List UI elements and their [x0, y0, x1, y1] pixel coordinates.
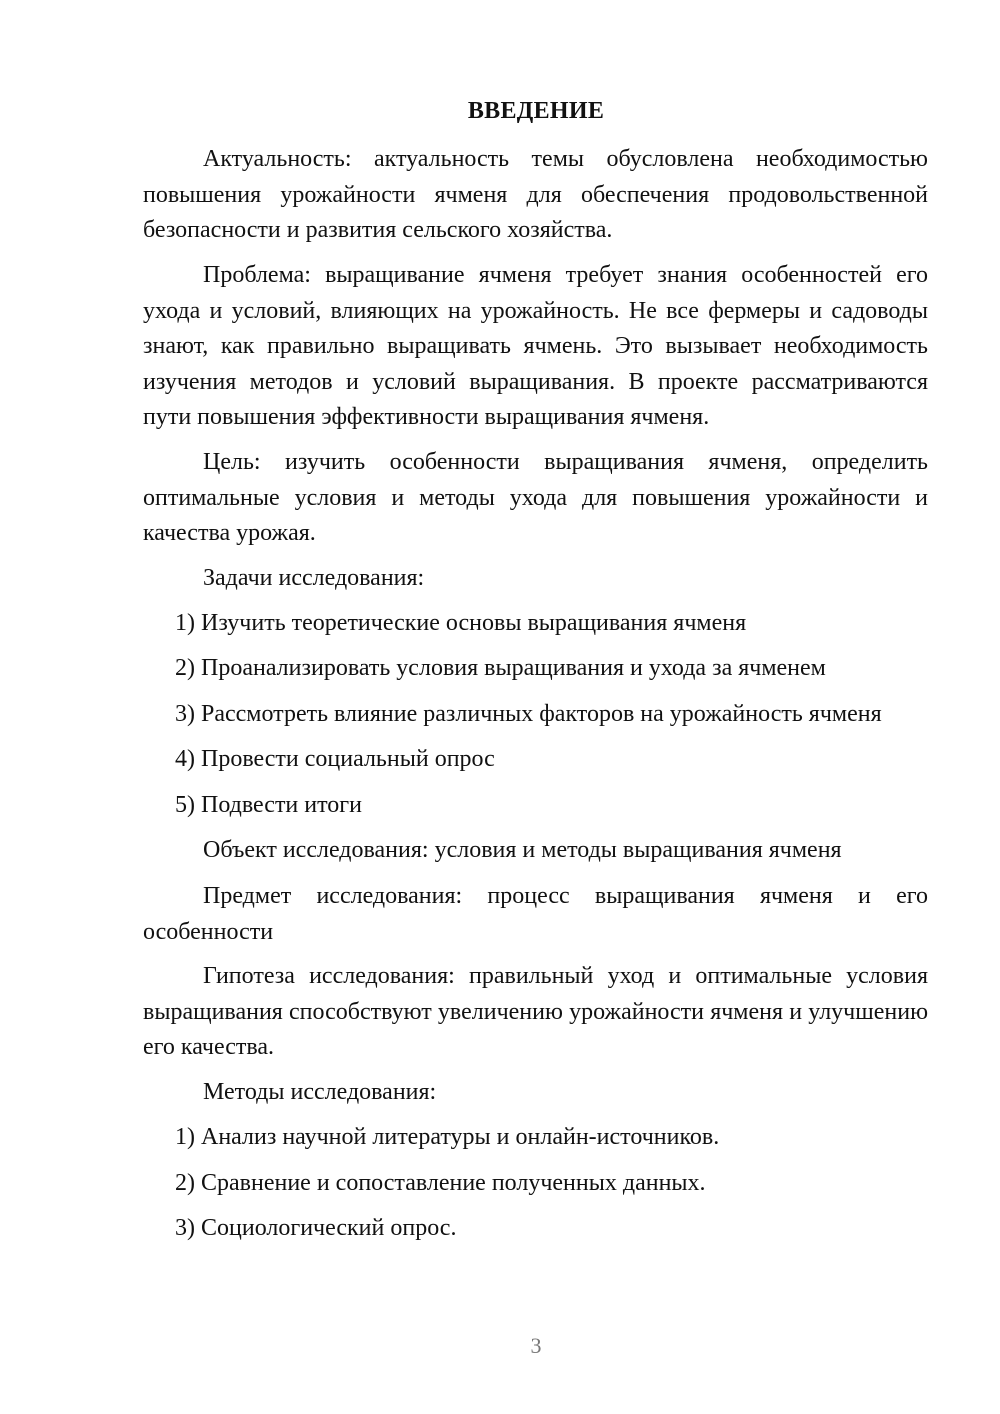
list-item: 3) Рассмотреть влияние различных факторов на урожайность ячменя: [175, 701, 882, 727]
list-item: 5) Подвести итоги: [175, 792, 362, 818]
list-item: 2) Сравнение и сопоставление полученных данных.: [175, 1170, 706, 1196]
tasks-heading-block: [143, 561, 928, 597]
hypothesis-text: Гипотеза исследования: правильный уход и оптимальные условия выращивания способствуют увеличению урожайности ячменя и улучшению его качества.: [143, 963, 928, 1060]
subject-paragraph: [143, 879, 928, 950]
list-item: 4) Провести социальный опрос: [175, 746, 495, 772]
list-item: 2) Проанализировать условия выращивания и ухода за ячменем: [175, 655, 826, 681]
object-paragraph: [143, 833, 928, 869]
tasks-heading: Задачи исследования:: [203, 565, 425, 591]
subject-text: Предмет исследования: процесс выращивания ячменя и его особенности: [143, 883, 928, 945]
problem-text: Проблема: выращивание ячменя требует знания особенностей его ухода и условий, влияющих на урожайность. Не все фермеры и садоводы знают, как правильно выращивать ячмень. Это вызывает необходимость изучения методов и условий выращивания. В проекте рассматриваются пути повышения эффективности выращивания ячменя.: [143, 262, 928, 430]
goal-text: Цель: изучить особенности выращивания ячменя, определить оптимальные условия и методы ухода для повышения урожайности и качества урожая.: [143, 449, 928, 546]
goal-paragraph: [143, 445, 928, 552]
page-title: ВВЕДЕНИЕ: [467, 98, 605, 124]
list-item: 3) Социологический опрос.: [175, 1215, 457, 1241]
relevance-text: Актуальность: актуальность темы обусловлена необходимостью повышения урожайности ячменя для обеспечения продовольственной безопасности и развития сельского хозяйства.: [143, 146, 928, 243]
list-item: 1) Анализ научной литературы и онлайн-источников.: [175, 1124, 720, 1150]
problem-paragraph: [143, 258, 928, 436]
methods-heading-block: [143, 1075, 928, 1111]
list-item: 1) Изучить теоретические основы выращивания ячменя: [175, 610, 747, 636]
page-number: 3: [530, 1333, 542, 1358]
hypothesis-paragraph: [143, 959, 928, 1066]
methods-heading: Методы исследования:: [203, 1079, 437, 1105]
object-text: Объект исследования: условия и методы выращивания ячменя: [203, 837, 842, 863]
relevance-paragraph: [143, 142, 928, 249]
